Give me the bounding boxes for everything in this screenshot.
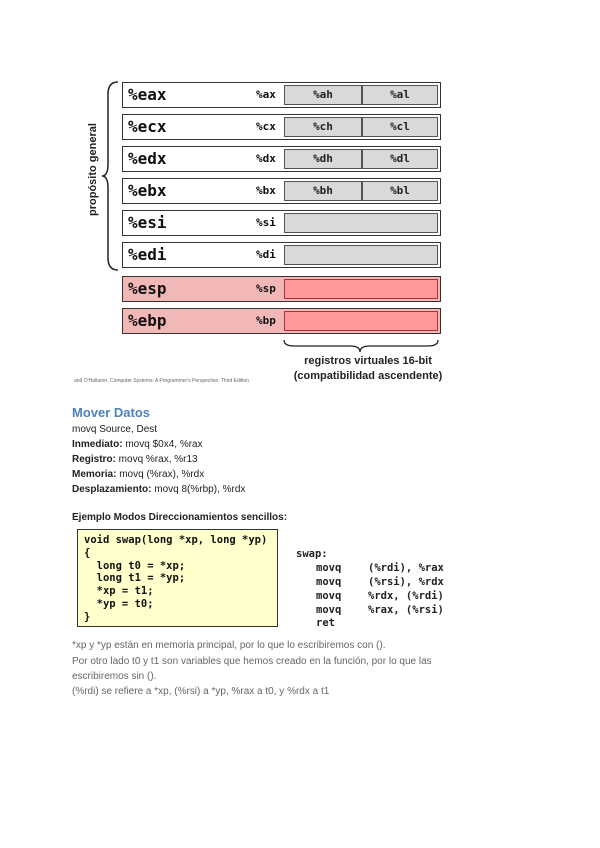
- register-empty-cell: [284, 279, 438, 299]
- asm-args: (%rdi), %rax: [368, 562, 444, 574]
- mode-label: Memoria:: [72, 469, 117, 480]
- register-name: %edx: [128, 149, 167, 168]
- note-line: (%rdi) se refiere a *xp, (%rsi) a *yp, %rax a t0, y %rdx a t1: [72, 686, 330, 697]
- note-line: *xp y *yp están en memoria principal, por lo que lo escribiremos con ().: [72, 640, 386, 651]
- asm-args: %rdx, (%rdi): [368, 590, 444, 602]
- general-purpose-label: propósito general: [87, 123, 99, 216]
- register-16bit: %dx: [256, 152, 276, 165]
- asm-op: movq: [316, 590, 342, 602]
- register-name: %ebx: [128, 181, 167, 200]
- register-name: %edi: [128, 245, 167, 264]
- asm-op: movq: [316, 576, 342, 588]
- mode-label: Inmediato:: [72, 439, 123, 450]
- mode-label: Registro:: [72, 454, 116, 465]
- register-high-byte: %ch: [284, 117, 362, 137]
- register-row-ebx: [122, 178, 441, 204]
- asm-op: movq: [316, 562, 342, 574]
- register-row-edx: [122, 146, 441, 172]
- register-16bit: %ax: [256, 88, 276, 101]
- note-line: escribiremos sin ().: [72, 671, 157, 682]
- c-code-block: void swap(long *xp, long *yp) { long t0 = *xp; long t1 = *yp; *xp = t1; *yp = t0; }: [77, 529, 278, 627]
- register-low-byte: %cl: [362, 117, 438, 137]
- mode-label: Desplazamiento:: [72, 484, 152, 495]
- register-row-esp: [122, 276, 441, 302]
- register-high-byte: %ah: [284, 85, 362, 105]
- section-title: Mover Datos: [72, 405, 151, 420]
- caption-line-2: (compatibilidad ascendente): [293, 370, 443, 382]
- register-high-byte: %bh: [284, 181, 362, 201]
- asm-args: (%rsi), %rdx: [368, 576, 444, 588]
- register-low-byte: %al: [362, 85, 438, 105]
- register-16bit: %cx: [256, 120, 276, 133]
- mode-text: movq 8(%rbp), %rdx: [151, 484, 246, 495]
- register-16bit: %di: [256, 248, 276, 261]
- register-low-byte: %dl: [362, 149, 438, 169]
- register-name: %ebp: [128, 311, 167, 330]
- mode-line-displacement: [72, 484, 245, 495]
- register-16bit: %bp: [256, 314, 276, 327]
- bottom-brace-icon: [282, 338, 442, 354]
- virtual-registers-caption: [288, 354, 448, 384]
- mode-text: movq $0x4, %rax: [122, 439, 203, 450]
- register-name: %ecx: [128, 117, 167, 136]
- register-16bit: %sp: [256, 282, 276, 295]
- register-row-ecx: [122, 114, 441, 140]
- register-row-ebp: [122, 308, 441, 334]
- register-empty-cell: [284, 311, 438, 331]
- caption-line-1: registros virtuales 16-bit: [304, 355, 432, 367]
- mode-text: movq %rax, %r13: [115, 454, 198, 465]
- brace-icon: [100, 80, 124, 272]
- mode-line-memory: [72, 469, 204, 480]
- register-low-byte: %bl: [362, 181, 438, 201]
- image-credit: and O'Hallaron, Computer Systems: A Programmer's Perspective, Third Edition: [74, 378, 249, 384]
- syntax-line: movq Source, Dest: [72, 424, 158, 435]
- register-name: %esp: [128, 279, 167, 298]
- mode-text: movq (%rax), %rdx: [116, 469, 205, 480]
- register-16bit: %bx: [256, 184, 276, 197]
- example-title: Ejemplo Modos Direccionamientos sencillos:: [72, 512, 288, 523]
- register-empty-cell: [284, 213, 438, 233]
- register-high-byte: %dh: [284, 149, 362, 169]
- register-row-esi: [122, 210, 441, 236]
- asm-label: swap:: [296, 548, 328, 560]
- mode-line-immediate: [72, 439, 203, 450]
- mode-line-register: [72, 454, 198, 465]
- asm-args: %rax, (%rsi): [368, 604, 444, 616]
- asm-op: ret: [316, 617, 335, 629]
- register-row-eax: [122, 82, 441, 108]
- asm-op: movq: [316, 604, 342, 616]
- register-row-edi: [122, 242, 441, 268]
- register-name: %esi: [128, 213, 167, 232]
- register-name: %eax: [128, 85, 167, 104]
- note-line: Por otro lado t0 y t1 son variables que hemos creado en la función, por lo que las: [72, 656, 432, 667]
- register-empty-cell: [284, 245, 438, 265]
- register-16bit: %si: [256, 216, 276, 229]
